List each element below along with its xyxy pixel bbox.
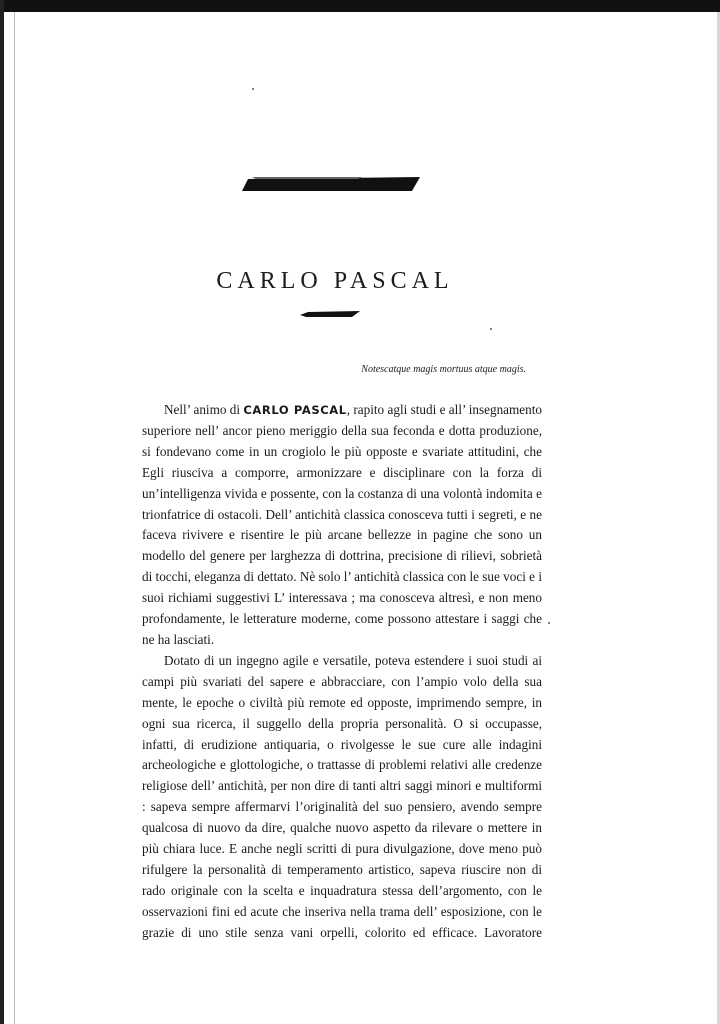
paragraph-1-intro: Nell’ animo di xyxy=(164,402,244,417)
paragraph-1-text: , rapito agli studi e all’ insegnamento superiore nell’ ancor pieno meriggio della sua feconda e dotta produzione, si fondevano come in un crogiolo le più opposte e svariate attitudini, che Egli riusciva a comporre, armonizzare e disciplinare con la forza di un’intelligenza vivida e possente, con la costanza di una volontà indomita e trionfatrice di ostacoli. Dell’ antichità classica conosceva tutti i segreti, e ne faceva rivivere e risentire le più arcane bellezze in pagine che sono un modello del genere per larghezza di dottrina, precisione di rilievi, sobrietà di tocchi, eleganza di dettato. Nè solo l’ antichità classica con le sue voci e i suoi richiami suggestivi L’ interessava ; ma conosceva altresì, e non meno profondamente, le letterature moderne, come possono attestare i saggi che ne ha lasciati. xyxy=(142,402,542,647)
author-name: CARLO PASCAL xyxy=(243,403,347,417)
decorative-rule-title xyxy=(300,311,360,317)
scan-speck xyxy=(548,622,550,624)
article-body xyxy=(142,400,542,944)
epigraph: Notescatque magis mortuus atque magis. xyxy=(361,364,526,375)
scan-speck xyxy=(490,328,492,330)
scan-edge-line xyxy=(14,12,15,1024)
paragraph-2: Dotato di un ingegno agile e versatile, poteva estendere i suoi studi ai campi più svariati del sapere e abbracciare, con l’ampio volo della sua mente, le epoche o civiltà più remote ed opposte, imprimendo sempre, in ogni sua ricerca, il suggello della propria personalità. O si occupasse, infatti, di erudizione antiquaria, o rivolgesse le sue cure alle indagini archeologiche e glottologiche, o trattasse di problemi relativi alle credenze religiose dell’ antichità, per non dire di tanti altri saggi minori e multiformi : sapeva sempre affermarvi l’originalità del suo pensiero, avendo sempre qualcosa di nuovo da dire, qualche nuovo aspetto da rilevare o mettere in più chiara luce. E anche negli scritti di pura divulgazione, dove meno può rifulgere la personalità di temperamento artistico, sapeva riuscire non di rado originale con la scelta e inquadratura stessa dell’argomento, con le osservazioni fini ed acute che inseriva nella trama dell’ esposizione, con le grazie di uno stile senza vani orpelli, colorito ed efficace. Lavoratore xyxy=(142,652,542,940)
scan-speck xyxy=(252,88,254,90)
page-title: CARLO PASCAL xyxy=(216,268,454,294)
scan-border-top xyxy=(0,0,720,12)
decorative-rule-top xyxy=(242,177,420,191)
scan-border-left xyxy=(0,0,4,1024)
paragraph-1 xyxy=(142,400,542,651)
